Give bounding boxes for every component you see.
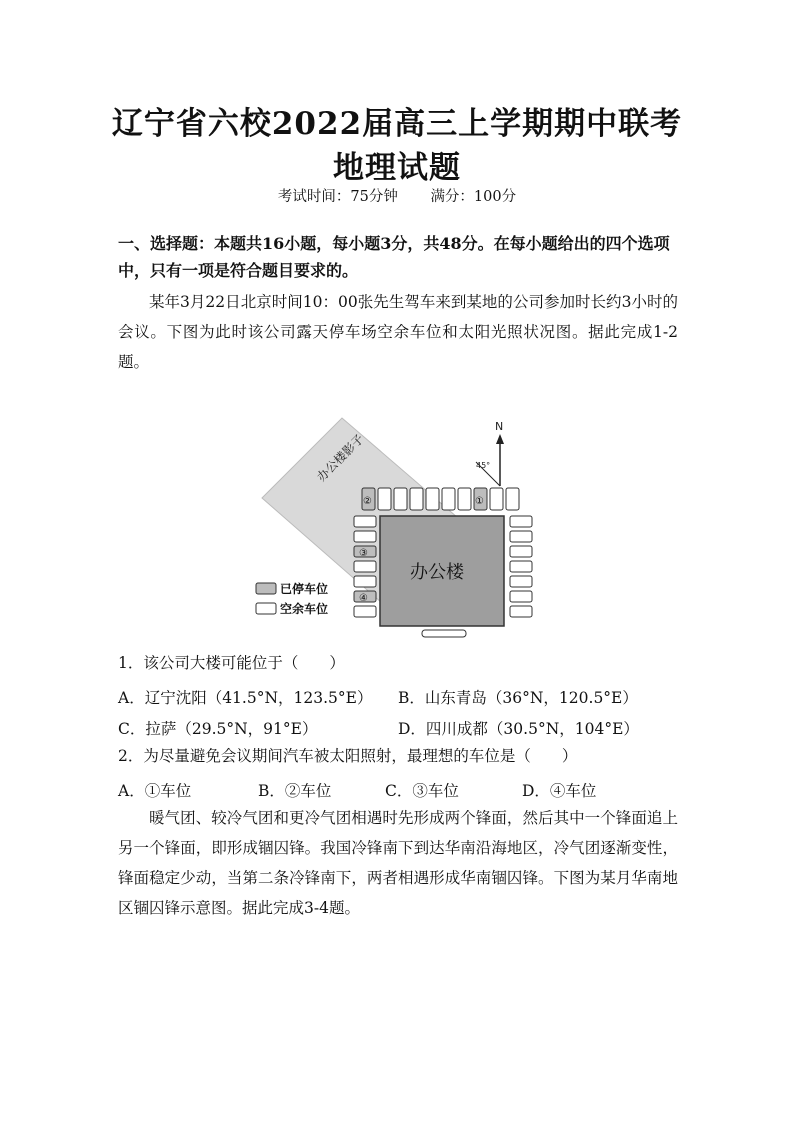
legend-empty-swatch [256, 603, 276, 614]
legend-parked-label: 已停车位 [280, 582, 329, 596]
shadow-label: 办公楼影子 [314, 431, 367, 485]
question-1-option-a[interactable]: A．辽宁沈阳（41.5°N，123.5°E） [118, 689, 373, 707]
parking-spot [354, 576, 376, 587]
parking-spot [490, 488, 503, 510]
parking-lot-diagram [250, 410, 550, 650]
entrance [422, 630, 466, 637]
exam-time: 考试时间：75分钟 [277, 189, 398, 205]
parking-spot [354, 561, 376, 572]
north-arrow-head [496, 434, 504, 444]
passage-1: 某年3月22日北京时间10：00张先生驾车来到某地的公司参加时长约3小时的会议。下图为此时该公司露天停车场空余车位和太阳光照状况图。据此完成1-2题。 [118, 293, 678, 371]
question-2-option-c[interactable]: C．③车位 [385, 782, 459, 800]
parking-spot [426, 488, 439, 510]
parking-spot [410, 488, 423, 510]
parking-spot [354, 606, 376, 617]
angle-label: 45° [476, 461, 491, 470]
parking-spot [354, 516, 376, 527]
spot-1-label: ① [475, 496, 484, 507]
question-1-option-c[interactable]: C．拉萨（29.5°N，91°E） [118, 720, 318, 738]
question-1-option-b[interactable]: B．山东青岛（36°N，120.5°E） [398, 689, 638, 707]
north-label: N [495, 420, 504, 433]
right-column-spots [510, 516, 532, 617]
spot-4-label: ④ [359, 593, 368, 604]
full-score: 满分：100分 [430, 189, 517, 205]
parking-spot [442, 488, 455, 510]
passage-2: 暖气团、较冷气团和更冷气团相遇时先形成两个锋面，然后其中一个锋面追上另一个锋面，即形成锢囚锋。我国冷锋南下到达华南沿海地区，冷气团逐渐变性，锋面稳定少动，当第二条冷锋南下，两者相遇形成华南锢囚锋。下图为某月华南地区锢囚锋示意图。据此完成3-4题。 [118, 809, 678, 917]
parking-spot [378, 488, 391, 510]
question-1-stem: 1．该公司大楼可能位于（ ） [118, 654, 345, 672]
parking-spot [510, 561, 532, 572]
question-2-stem: 2．为尽量避免会议期间汽车被太阳照射，最理想的车位是（ ） [118, 747, 578, 765]
section-heading: 一、选择题：本题共16小题，每小题3分，共48分。在每小题给出的四个选项中，只有一项是符合题目要求的。 [118, 234, 670, 280]
spot-3-label: ③ [359, 548, 368, 559]
parking-spot [510, 516, 532, 527]
spot-2-label: ② [363, 496, 372, 507]
legend-parked-swatch [256, 583, 276, 594]
parking-spot [510, 606, 532, 617]
question-2-option-b[interactable]: B．②车位 [258, 782, 332, 800]
question-1-option-d[interactable]: D．四川成都（30.5°N，104°E） [398, 720, 639, 738]
parking-spot [510, 591, 532, 602]
parking-spot [506, 488, 519, 510]
parking-spot [510, 576, 532, 587]
parking-spot [510, 546, 532, 557]
parking-spot [394, 488, 407, 510]
exam-title: 辽宁省六校2022届高三上学期期中联考 [111, 106, 683, 142]
parking-spot [354, 531, 376, 542]
legend-empty-label: 空余车位 [280, 602, 329, 616]
question-2-option-d[interactable]: D．④车位 [522, 782, 597, 800]
question-2-option-a[interactable]: A．①车位 [118, 782, 192, 800]
parking-spot [458, 488, 471, 510]
exam-info [0, 185, 794, 206]
exam-subject: 地理试题 [333, 150, 461, 186]
parking-spot [510, 531, 532, 542]
building-label: 办公楼 [410, 562, 464, 583]
